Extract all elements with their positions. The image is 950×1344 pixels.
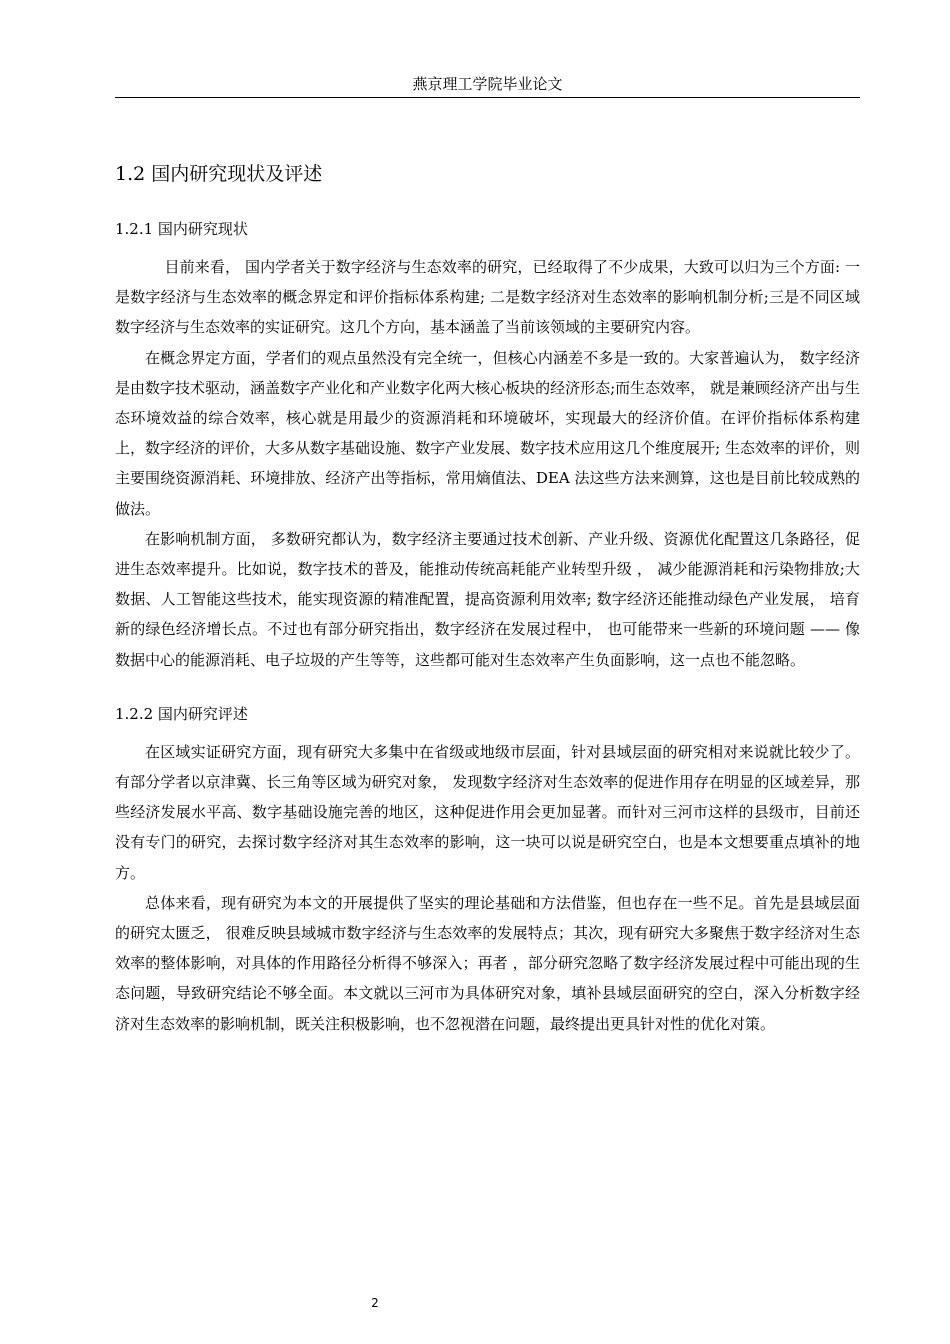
subsection-title-domestic-review: 1.2.2 国内研究评述: [115, 704, 248, 723]
paragraph: 目前来看， 国内学者关于数字经济与生态效率的研究，已经取得了不少成果，大致可以归为三个方面: 一是数字经济与生态效率的概念界定和评价指标体系构建; 二是数字经济对生态效率的影响机制分析;三是不同区域数字经济与生态效率的实证研究。这几个方向，基本涵盖了当前该领域的主要研究内容。: [115, 258, 860, 337]
page-number: 2: [371, 1296, 379, 1310]
page-header: 燕京理工学院毕业论文: [412, 75, 563, 93]
paragraph: 在区域实证研究方面，现有研究大多集中在省级或地级市层面，针对县域层面的研究相对来说就比较少了。有部分学者以京津冀、长三角等区域为研究对象， 发现数字经济对生态效率的促进作用存在明显的区域差异，那些经济发展水平高、数字基础设施完善的地区，这种促进作用会更加显著。而针对三河市这样的县级市，目前还没有专门的研究，去探讨数字经济对其生态效率的影响，这一块可以说是研究空白，也是本文想要重点填补的地方。: [115, 742, 860, 882]
paragraph: 在影响机制方面， 多数研究都认为，数字经济主要通过技术创新、产业升级、资源优化配置这几条路径，促进生态效率提升。比如说，数字技术的普及，能推动传统高耗能产业转型升级 ， 减少能源消耗和污染物排放;大数据、人工智能这些技术，能实现资源的精准配置，提高资源利用效率; 数字经济还能推动绿色产业发展， 培育新的绿色经济增长点。不过也有部分研究指出，数字经济在发展过程中， 也可能带来一些新的环境问题 —— 像数据中心的能源消耗、电子垃圾的产生等等，这些都可能对生态效率产生负面影响，这一点也不能忽略。: [115, 529, 860, 669]
document-body: [115, 150, 860, 1039]
header-divider: [115, 97, 860, 98]
paragraph: 在概念界定方面，学者们的观点虽然没有完全统一，但核心内涵差不多是一致的。大家普遍认为， 数字经济是由数字技术驱动，涵盖数字产业化和产业数字化两大核心板块的经济形态;而生态效率， 就是兼顾经济产出与生态环境效益的综合效率，核心就是用最少的资源消耗和环境破坏，实现最大的经济价值。在评价指标体系构建上，数字经济的评价，大多从数字基础设施、数字产业发展、数字技术应用这几个维度展开; 生态效率的评价，则主要围绕资源消耗、环境排放、经济产出等指标，常用熵值法、DEA 法这些方法来测算，这也是目前比较成熟的做法。: [115, 348, 860, 518]
subsection-title-domestic-status: 1.2.1 国内研究现状: [115, 220, 248, 238]
section-title: 1.2 国内研究现状及评述: [115, 163, 323, 185]
paragraph: 总体来看，现有研究为本文的开展提供了坚实的理论基础和方法借鉴，但也存在一些不足。首先是县域层面的研究太匮乏， 很难反映县域城市数字经济与生态效率的发展特点；其次，现有研究大多聚焦于数字经济对生态效率的整体影响，对具体的作用路径分析得不够深入；再者 ，部分研究忽略了数字经济发展过程中可能出现的生态问题，导致研究结论不够全面。本文就以三河市为具体研究对象，填补县域层面研究的空白，深入分析数字经济对生态效率的影响机制，既关注积极影响，也不忽视潜在问题，最终提出更具针对性的优化对策。: [115, 893, 860, 1033]
